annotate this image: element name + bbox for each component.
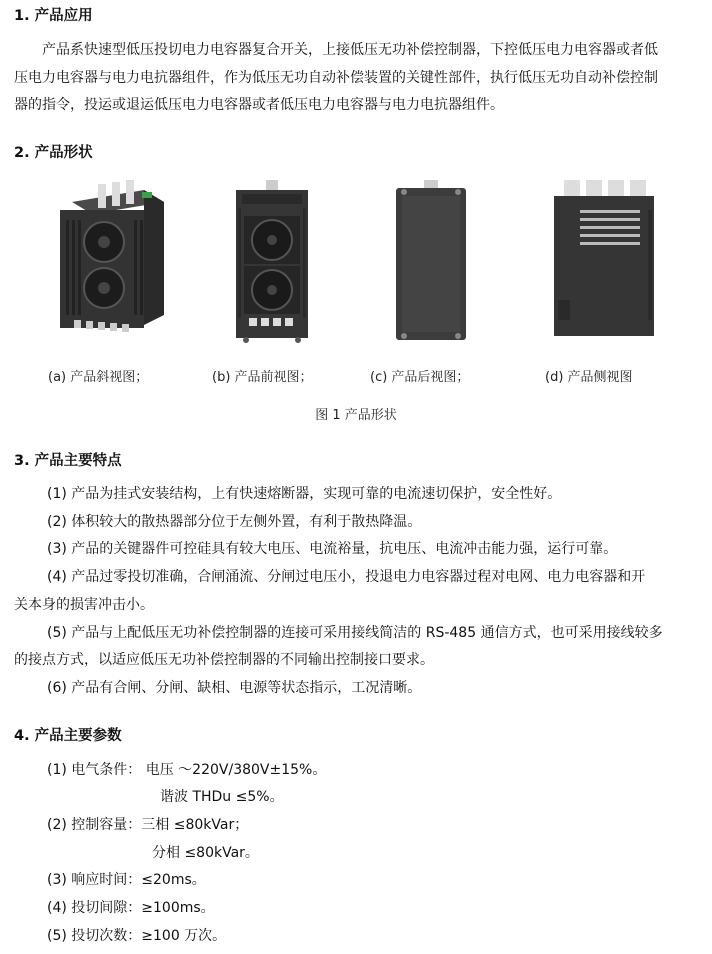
section-heading-shape: 2. 产品形状 [14, 145, 93, 161]
feature-line-8: (6) 产品有合闸、分闸、缺相、电源等状态指示，工况清晰。 [47, 680, 422, 696]
application-line-2: 压电力电容器与电力电抗器组件，作为低压无功自动补偿装置的关键性部件，执行低压无功自动补偿控制 [14, 70, 658, 86]
section-heading-application: 1. 产品应用 [14, 8, 93, 24]
parameter-line-7: (5) 投切次数：≥100 万次。 [47, 928, 227, 944]
feature-line-4: (4) 产品过零投切准确，合闸涌流、分闸过电压小，投退电力电容器过程对电网、电力电容器和开 [47, 569, 646, 585]
feature-line-7: 的接点方式，以适应低压无功补偿控制器的不同输出控制接口要求。 [14, 652, 434, 668]
product-oblique-view-image [52, 180, 170, 345]
feature-line-6: (5) 产品与上配低压无功补偿控制器的连接可采用接线简洁的 RS-485 通信方式，也可采用接线较多 [47, 625, 663, 641]
section-heading-parameters: 4. 产品主要参数 [14, 728, 122, 744]
caption-oblique-view: (a) 产品斜视图； [48, 370, 149, 385]
caption-front-view: (b) 产品前视图； [212, 370, 313, 385]
caption-back-view: (c) 产品后视图； [370, 370, 470, 385]
application-line-3: 器的指令，投运或退运低压电力电容器或者低压电力电容器与电力电抗器组件。 [14, 97, 504, 113]
product-back-view-image [392, 180, 470, 345]
product-front-view-image [232, 180, 312, 345]
feature-line-1: (1) 产品为挂式安装结构，上有快速熔断器，实现可靠的电流速切保护，安全性好。 [47, 486, 562, 502]
section-heading-features: 3. 产品主要特点 [14, 453, 122, 469]
feature-line-2: (2) 体积较大的散热器部分位于左侧外置，有利于散热降温。 [47, 514, 422, 530]
parameter-line-1: (1) 电气条件： 电压 ～220V/380V±15%。 [47, 762, 327, 778]
feature-line-5: 关本身的损害冲击小。 [14, 597, 154, 613]
caption-side-view: (d) 产品侧视图 [545, 370, 633, 385]
parameter-line-6: (4) 投切间隙：≥100ms。 [47, 900, 215, 916]
application-line-1: 产品系快速型低压投切电力电容器复合开关，上接低压无功补偿控制器，下控低压电力电容器或者低 [42, 42, 658, 58]
parameter-line-5: (3) 响应时间：≤20ms。 [47, 872, 206, 888]
parameter-line-3: (2) 控制容量：三相 ≤80kVar； [47, 817, 249, 833]
figure-title: 图 1 产品形状 [315, 408, 397, 423]
product-side-view-image [550, 180, 662, 345]
parameter-line-2: 谐波 THDu ≤5%。 [160, 789, 284, 805]
parameter-line-4: 分相 ≤80kVar。 [152, 845, 259, 861]
feature-line-3: (3) 产品的关键器件可控硅具有较大电压、电流裕量，抗电压、电流冲击能力强，运行可靠。 [47, 541, 618, 557]
